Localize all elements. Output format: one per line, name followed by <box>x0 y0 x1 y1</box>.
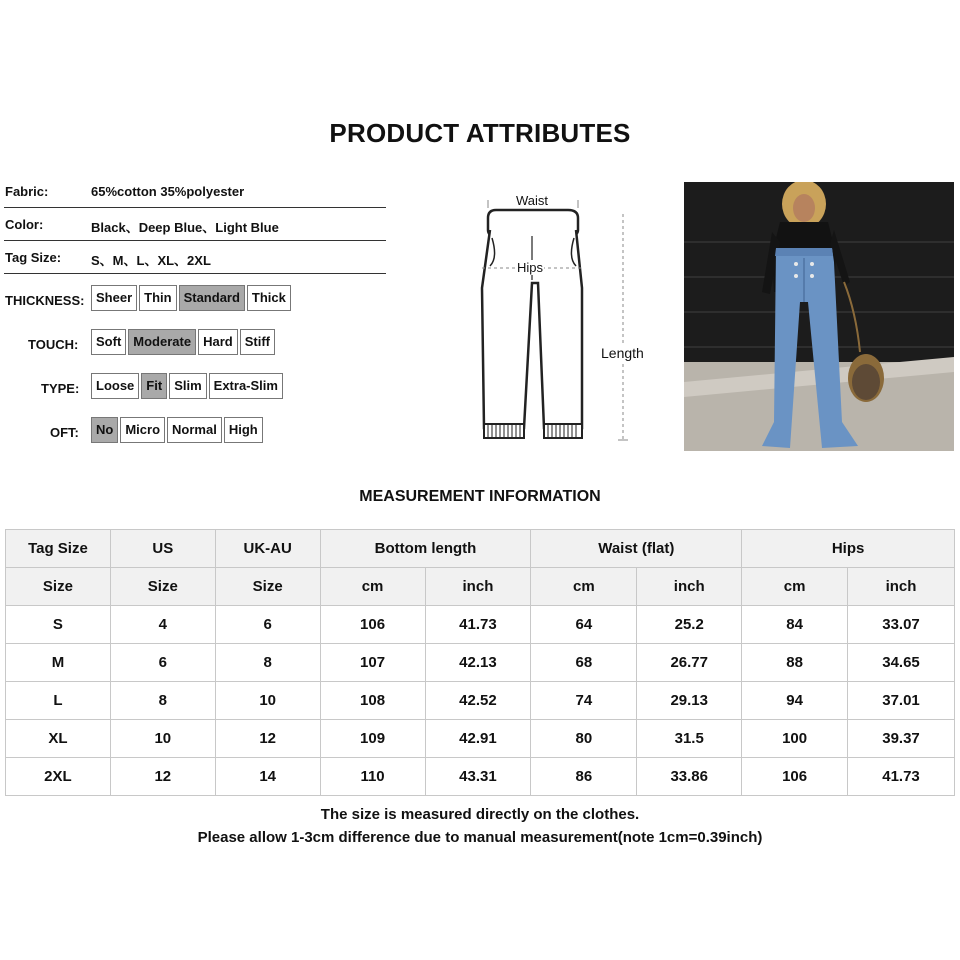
table-unit-cell: inch <box>848 568 955 606</box>
option-chip-soft: Soft <box>91 329 126 355</box>
table-header-cell: Tag Size <box>6 530 111 568</box>
attr-row-tag-size <box>4 240 386 274</box>
table-row <box>6 720 955 758</box>
table-cell: 6 <box>215 606 320 644</box>
measurement-notes <box>0 803 960 849</box>
table-row <box>6 606 955 644</box>
table-cell: 80 <box>531 720 637 758</box>
table-cell: 4 <box>110 606 215 644</box>
table-cell: 33.86 <box>637 758 742 796</box>
option-chip-stiff: Stiff <box>240 329 275 355</box>
table-cell: 107 <box>320 644 425 682</box>
table-cell: 94 <box>742 682 848 720</box>
product-photo <box>684 182 954 451</box>
table-header-cell: US <box>110 530 215 568</box>
model-wearing-jeans-image <box>684 182 954 451</box>
table-header-cell: UK-AU <box>215 530 320 568</box>
table-header-cell: Bottom length <box>320 530 531 568</box>
attr-label: Fabric: <box>5 184 49 199</box>
table-cell: 8 <box>215 644 320 682</box>
table-cell: 41.73 <box>425 606 531 644</box>
table-unit-cell: Size <box>110 568 215 606</box>
table-row <box>6 758 955 796</box>
table-cell: 84 <box>742 606 848 644</box>
table-unit-cell: cm <box>742 568 848 606</box>
table-cell: 6 <box>110 644 215 682</box>
length-label: Length <box>601 345 644 361</box>
table-cell: S <box>6 606 111 644</box>
option-label: TYPE: <box>41 381 80 396</box>
option-label: OFT: <box>50 425 79 440</box>
attr-row-color <box>4 207 386 241</box>
table-cell: 109 <box>320 720 425 758</box>
table-cell: 2XL <box>6 758 111 796</box>
table-unit-cell: cm <box>320 568 425 606</box>
table-cell: 12 <box>215 720 320 758</box>
table-cell: 100 <box>742 720 848 758</box>
table-unit-cell: Size <box>215 568 320 606</box>
option-chip-loose: Loose <box>91 373 139 399</box>
size-chart-table <box>5 529 955 796</box>
table-cell: 37.01 <box>848 682 955 720</box>
table-unit-cell: inch <box>425 568 531 606</box>
option-chip-hard: Hard <box>198 329 238 355</box>
table-cell: 88 <box>742 644 848 682</box>
table-header-cell: Waist (flat) <box>531 530 742 568</box>
option-label: TOUCH: <box>28 337 79 352</box>
table-cell: 8 <box>110 682 215 720</box>
table-unit-cell: Size <box>6 568 111 606</box>
table-row <box>6 644 955 682</box>
option-chips <box>91 285 291 311</box>
table-cell: 31.5 <box>637 720 742 758</box>
option-chips <box>91 373 283 399</box>
table-cell: M <box>6 644 111 682</box>
table-cell: 29.13 <box>637 682 742 720</box>
option-chip-micro: Micro <box>120 417 165 443</box>
option-chips <box>91 329 275 355</box>
table-cell: 41.73 <box>848 758 955 796</box>
table-cell: 10 <box>215 682 320 720</box>
table-cell: 39.37 <box>848 720 955 758</box>
table-cell: L <box>6 682 111 720</box>
option-chip-high: High <box>224 417 263 443</box>
table-cell: 42.52 <box>425 682 531 720</box>
hips-label: Hips <box>517 260 544 275</box>
table-cell: 108 <box>320 682 425 720</box>
option-chip-sheer: Sheer <box>91 285 137 311</box>
table-cell: 12 <box>110 758 215 796</box>
table-body <box>6 606 955 796</box>
option-chip-slim: Slim <box>169 373 206 399</box>
table-unit-cell: inch <box>637 568 742 606</box>
option-chip-standard: Standard <box>179 285 245 311</box>
attr-row-fabric <box>4 174 386 208</box>
option-chip-normal: Normal <box>167 417 222 443</box>
waist-label: Waist <box>516 193 549 208</box>
table-cell: 106 <box>320 606 425 644</box>
table-cell: 26.77 <box>637 644 742 682</box>
page-title: PRODUCT ATTRIBUTES <box>329 118 631 148</box>
table-cell: 33.07 <box>848 606 955 644</box>
option-chip-moderate: Moderate <box>128 329 196 355</box>
measurement-title: MEASUREMENT INFORMATION <box>359 488 601 505</box>
table-cell: 42.91 <box>425 720 531 758</box>
pants-outline-icon <box>468 188 658 450</box>
option-chip-thick: Thick <box>247 285 291 311</box>
attr-value: 65%cotton 35%polyester <box>91 184 245 199</box>
table-header-groups <box>6 530 955 568</box>
table-header-cell: Hips <box>742 530 955 568</box>
table-cell: 42.13 <box>425 644 531 682</box>
note-line: The size is measured directly on the clothes. <box>320 806 640 823</box>
attr-value: Black、Deep Blue、Light Blue <box>91 220 279 235</box>
table-cell: 43.31 <box>425 758 531 796</box>
table-cell: 110 <box>320 758 425 796</box>
table-cell: 14 <box>215 758 320 796</box>
option-chip-extra-slim: Extra-Slim <box>209 373 283 399</box>
table-cell: 25.2 <box>637 606 742 644</box>
table-cell: 106 <box>742 758 848 796</box>
table-header-units <box>6 568 955 606</box>
table-cell: XL <box>6 720 111 758</box>
option-chip-thin: Thin <box>139 285 176 311</box>
table-row <box>6 682 955 720</box>
attr-value: S、M、L、XL、2XL <box>91 253 211 268</box>
table-unit-cell: cm <box>531 568 637 606</box>
table-cell: 74 <box>531 682 637 720</box>
table-cell: 86 <box>531 758 637 796</box>
table-cell: 64 <box>531 606 637 644</box>
note-line: Please allow 1-3cm difference due to manual measurement(note 1cm=0.39inch) <box>197 829 763 846</box>
option-chips <box>91 417 263 443</box>
attr-label: Color: <box>5 217 44 232</box>
table-cell: 68 <box>531 644 637 682</box>
option-label: THICKNESS: <box>5 293 85 308</box>
attr-label: Tag Size: <box>5 250 62 265</box>
option-chip-fit: Fit <box>141 373 167 399</box>
pants-size-diagram <box>468 188 658 455</box>
table-cell: 10 <box>110 720 215 758</box>
table-cell: 34.65 <box>848 644 955 682</box>
option-chip-no: No <box>91 417 118 443</box>
